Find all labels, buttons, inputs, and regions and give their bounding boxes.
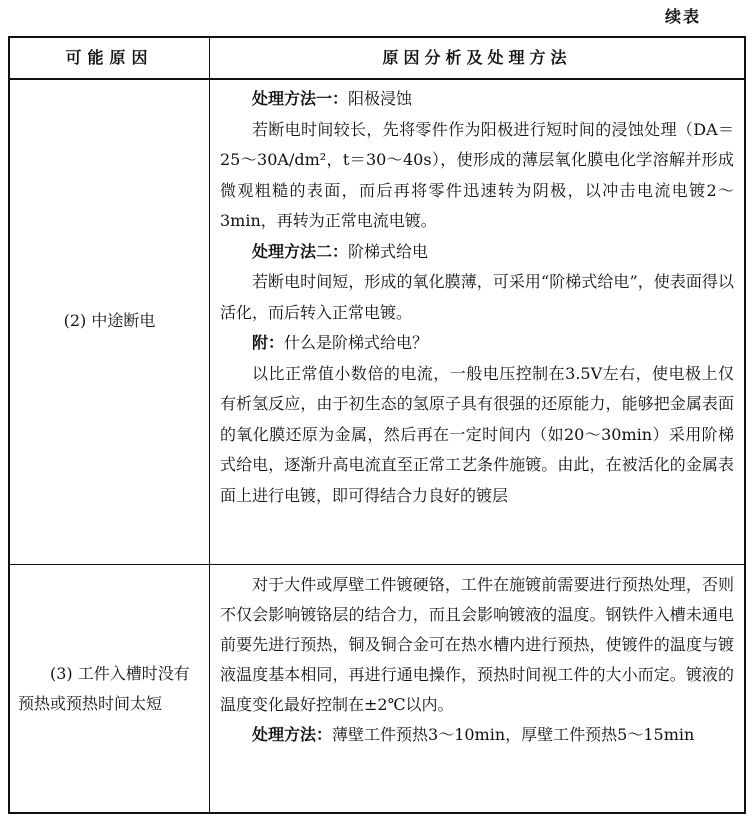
paragraph-text: 什么是阶梯式给电？ [284, 333, 429, 352]
paragraph [220, 267, 734, 328]
paragraph [220, 328, 734, 359]
header-analysis: 原因分析及处理方法 [382, 48, 572, 67]
paragraph-text: 若断电时间短，形成的氧化膜薄，可采用“阶梯式给电”，使表面得以活化，而后转入正常电镀。 [220, 272, 734, 322]
paragraph-text: 对于大件或厚壁工件镀硬铬，工件在施镀前需要进行预热处理，否则不仅会影响镀铬层的结合力，而且会影响镀液的温度。钢铁件入槽未通电前要先进行预热，铜及铜合金可在热水槽内进行预热，使镀件的温度与镀液温度基本相同，再进行通电操作，预热时间视工件的大小而定。镀液的温度变化最好控制在±2℃以内。 [220, 575, 734, 714]
paragraph-text: 以比正常值小数倍的电流，一般电压控制在3.5V左右，使电极上仅有析氢反应，由于初生态的氢原子具有很强的还原能力，能够把金属表面的氧化膜还原为金属，然后再在一定时间内（如20～30min）采用阶梯式给电，逐渐升高电流直至正常工艺条件施镀。由此，在被活化的金属表面上进行电镀，即可得结合力良好的镀层 [220, 363, 734, 505]
bold-label: 处理方法： [252, 725, 333, 744]
analysis-cell [210, 78, 744, 564]
cause-cell [10, 566, 209, 812]
cause-cell [10, 78, 209, 564]
header-cause: 可能原因 [65, 48, 154, 67]
continued-table-label: 续表 [665, 7, 702, 26]
bold-label: 处理方法二： [252, 241, 349, 261]
paragraph [220, 359, 734, 512]
cause-analysis-table [8, 36, 746, 814]
table-header [10, 38, 744, 80]
paragraph [220, 115, 734, 237]
paragraph-text: 阳极浸蚀 [348, 89, 413, 108]
bold-label: 处理方法一： [252, 89, 349, 108]
table-row [10, 566, 744, 812]
paragraph [220, 237, 734, 268]
bold-label: 附： [252, 333, 285, 352]
cause-text: (2) 中途断电 [63, 311, 156, 330]
cause-text: (3) 工件入槽时没有预热或预热时间太短 [18, 664, 190, 713]
table-row [10, 78, 744, 565]
paragraph-text: 薄壁工件预热3～10min，厚壁工件预热5～15min [332, 725, 695, 744]
paragraph-text: 若断电时间较长，先将零件作为阳极进行短时间的浸蚀处理（DA＝25～30A/dm²，t＝30～40s），使形成的薄层氧化膜电化学溶解并形成微观粗糙的表面，而后再将零件迅速转为阴极，以冲击电流电镀2～3min，再转为正常电流电镀。 [220, 119, 734, 230]
paragraph [220, 570, 734, 720]
paragraph [220, 720, 734, 750]
analysis-cell [210, 566, 744, 812]
paragraph-text: 阶梯式给电 [348, 241, 429, 261]
paragraph [220, 84, 734, 115]
